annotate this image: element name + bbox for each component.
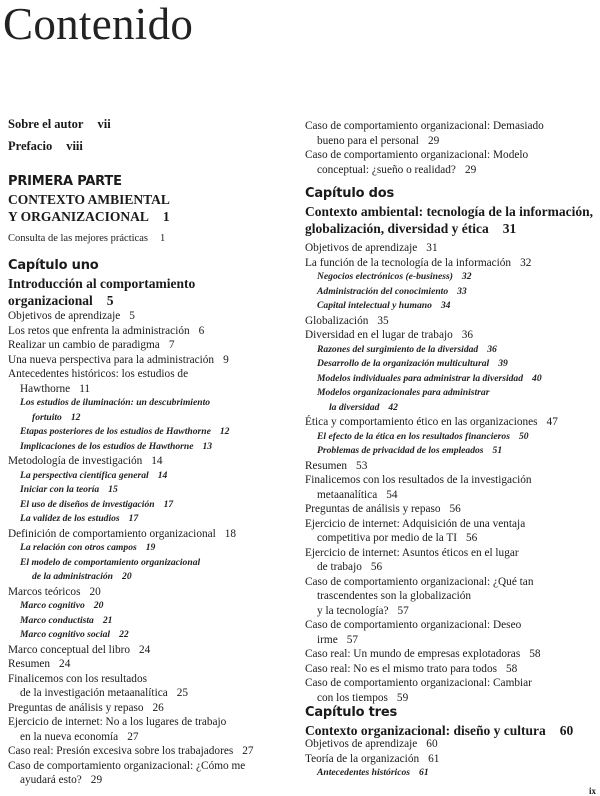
toc-entry[interactable] xyxy=(305,241,597,256)
page-number: 12 xyxy=(219,426,230,437)
page-number: 20 xyxy=(89,585,101,598)
entry-text: La relación con otros campos xyxy=(20,542,137,553)
page-number: 54 xyxy=(386,488,398,501)
entry-text: Marcos teóricos xyxy=(8,585,81,598)
page-number: vii xyxy=(97,117,111,131)
entry-text: El modelo de comportamiento organizacional de la administración xyxy=(20,556,201,582)
toc-entry[interactable] xyxy=(8,701,298,716)
entry-text: Administración del conocimiento xyxy=(317,285,449,297)
page-number: 51 xyxy=(492,445,503,456)
page-number: 34 xyxy=(440,300,451,311)
toc-entry[interactable] xyxy=(305,256,597,271)
page-number: 32 xyxy=(461,271,472,282)
toc-entry[interactable] xyxy=(8,324,298,339)
toc-entry[interactable] xyxy=(305,502,597,517)
entry-text: Preguntas de análisis y repaso xyxy=(305,503,441,515)
toc-subentry[interactable] xyxy=(8,469,298,484)
toc-entry[interactable] xyxy=(305,415,597,430)
page-number: 47 xyxy=(546,416,558,428)
entry-text: Marco cognitivo social xyxy=(20,629,111,640)
page-number: 12 xyxy=(70,411,81,423)
entry-text: Ejercicio de internet: No a los lugares de trabajo en la nueva economía xyxy=(8,716,227,743)
entry-text: Iniciar con la teoría xyxy=(20,484,100,495)
entry-text: Caso de comportamiento organizacional: Modelo conceptual: ¿sueño o realidad? xyxy=(305,149,529,176)
page-number: 58 xyxy=(506,662,518,675)
page-number: 31 xyxy=(502,221,517,236)
entry-text: Prefacio xyxy=(8,139,53,153)
toc-entry[interactable] xyxy=(8,672,298,701)
chapter-1-entries xyxy=(8,309,298,788)
toc-entry[interactable] xyxy=(8,353,298,368)
page-number: 22 xyxy=(119,629,129,640)
entry-text: Caso de comportamiento organizacional: ¿Qué tan trascendentes son la globalización y la tecnología? xyxy=(305,575,534,617)
entry-text: Caso real: No es el mismo trato para todos xyxy=(305,662,498,675)
page-number: 20 xyxy=(93,600,104,611)
page-number: 35 xyxy=(377,314,389,327)
page-number: 56 xyxy=(449,503,461,515)
entry-text: Modelos organizacionales para administrar la diversidad xyxy=(317,387,490,413)
page-number: 14 xyxy=(151,455,163,467)
entry-text: Los retos que enfrenta la administración xyxy=(8,324,190,337)
toc-entry[interactable] xyxy=(305,314,597,329)
entry-text: El uso de diseños de investigación xyxy=(20,498,155,510)
page-number: 31 xyxy=(426,242,438,254)
page-number: 24 xyxy=(139,643,151,656)
toc-entry[interactable] xyxy=(305,148,597,177)
page-number: 40 xyxy=(532,372,542,384)
toc-entry[interactable] xyxy=(305,517,597,546)
entry-text: Globalización xyxy=(305,314,369,327)
page-number: 57 xyxy=(346,633,358,646)
page-number: 26 xyxy=(152,701,164,714)
page-number: 5 xyxy=(106,293,114,308)
page-number: viii xyxy=(66,139,83,153)
page-number: 58 xyxy=(529,648,541,660)
chapter-3-entries xyxy=(305,737,597,781)
page-number: 1 xyxy=(159,233,166,244)
toc-entry[interactable] xyxy=(8,338,298,353)
toc-subentry[interactable] xyxy=(8,614,298,629)
page-number: 9 xyxy=(223,353,229,366)
toc-entry[interactable] xyxy=(8,309,298,324)
entry-text: La función de la tecnología de la información xyxy=(305,256,512,269)
entry-text: Razones del surgimiento de la diversidad xyxy=(317,343,479,355)
page-number: 6 xyxy=(198,324,205,337)
part-title[interactable] xyxy=(8,191,170,225)
toc-entry-best-practices[interactable] xyxy=(8,233,165,244)
part-title-text: CONTEXTO AMBIENTAL Y ORGANIZACIONAL xyxy=(8,192,170,224)
page-number: 50 xyxy=(518,430,529,442)
chapter-2-title[interactable] xyxy=(305,203,593,237)
toc-subentry[interactable] xyxy=(305,299,597,314)
entry-text: Metodología de investigación xyxy=(8,455,143,467)
entry-text: Negocios electrónicos (e-business) xyxy=(317,271,453,282)
entry-text: Caso real: Un mundo de empresas explotadoras xyxy=(305,648,521,660)
toc-subentry[interactable] xyxy=(8,440,298,455)
page-number: 17 xyxy=(163,498,174,510)
toc-entry[interactable] xyxy=(305,618,597,647)
entry-text: Una nueva perspectiva para la administración xyxy=(8,353,215,366)
toc-entry[interactable] xyxy=(305,575,597,619)
page-number: 19 xyxy=(145,542,156,553)
toc-entry[interactable] xyxy=(8,454,298,469)
page-number: 24 xyxy=(59,658,71,670)
page-number: 1 xyxy=(162,209,170,224)
toc-subentry[interactable] xyxy=(305,386,597,415)
page-number: 27 xyxy=(242,745,254,757)
entry-text: Caso de comportamiento organizacional: ¿Cómo me ayudará esto? xyxy=(8,759,246,786)
page-number: 61 xyxy=(428,752,440,765)
chapter-2-entries xyxy=(305,241,597,705)
page-number: 59 xyxy=(396,691,409,704)
folio-page-number: ix xyxy=(588,786,596,796)
entry-text: La perspectiva científica general xyxy=(20,469,149,481)
toc-subentry[interactable] xyxy=(305,285,597,300)
entry-text: Marco conceptual del libro xyxy=(8,643,131,656)
entry-text: Caso de comportamiento organizacional: Cambiar con los tiempos xyxy=(305,677,532,704)
page-number: 15 xyxy=(108,484,118,495)
entry-text: Finalicemos con los resultados de la investigación metaanalítica xyxy=(8,672,168,699)
page-number: 42 xyxy=(388,401,398,413)
page-number: 7 xyxy=(168,339,175,351)
entry-text: Desarrollo de la organización multicultural xyxy=(317,358,490,369)
toc-entry[interactable] xyxy=(305,546,597,575)
toc-subentry[interactable] xyxy=(8,628,298,643)
toc-entry[interactable] xyxy=(8,585,298,600)
page-number: 61 xyxy=(419,767,429,778)
toc-subentry[interactable] xyxy=(305,372,597,387)
entry-text: Realizar un cambio de paradigma xyxy=(8,339,160,351)
page-number: 60 xyxy=(426,738,438,750)
toc-subentry[interactable] xyxy=(305,357,597,372)
page-number: 33 xyxy=(457,285,467,297)
toc-entry-preface[interactable] xyxy=(8,139,83,154)
toc-entry[interactable] xyxy=(8,657,298,672)
entry-text: Objetivos de aprendizaje xyxy=(305,738,418,750)
page-number: 53 xyxy=(356,459,368,472)
toc-subentry[interactable] xyxy=(8,396,298,425)
page-number: 29 xyxy=(427,134,440,147)
page-number: 25 xyxy=(176,687,189,699)
toc-subentry[interactable] xyxy=(305,430,597,445)
toc-entry[interactable] xyxy=(305,662,597,677)
entry-text: Antecedentes históricos xyxy=(317,767,411,778)
entry-text: Marco conductista xyxy=(20,614,94,626)
chapter-2-label: Capítulo dos xyxy=(305,186,395,201)
page-number: 29 xyxy=(90,774,103,786)
page-number: 21 xyxy=(102,614,113,626)
toc-subentry[interactable] xyxy=(305,270,597,285)
entry-text: Finalicemos con los resultados de la investigación metaanalítica xyxy=(305,474,532,501)
page-number: 36 xyxy=(487,343,497,355)
page-number: 18 xyxy=(224,527,237,540)
toc-entry[interactable] xyxy=(305,328,597,343)
entry-text: Diversidad en el lugar de trabajo xyxy=(305,329,453,341)
toc-entry[interactable] xyxy=(8,367,298,396)
page-number: 32 xyxy=(520,256,532,269)
page-number: 60 xyxy=(559,723,574,738)
toc-entry[interactable] xyxy=(8,527,298,542)
page-number: 39 xyxy=(498,358,508,369)
toc-subentry[interactable] xyxy=(305,766,597,781)
chapter-1-label: Capítulo uno xyxy=(8,258,99,273)
chapter-title-text: Introducción al comportamiento organizacional xyxy=(8,276,196,308)
entry-text: Capital intelectual y humano xyxy=(317,300,432,311)
page-number: 14 xyxy=(157,469,168,481)
entry-text: Los estudios de iluminación: un descubrimiento fortuito xyxy=(20,397,211,423)
page-title: Contenido xyxy=(3,0,194,49)
entry-text: El efecto de la ética en los resultados financieros xyxy=(317,430,510,442)
page-number: 27 xyxy=(127,730,139,743)
page-number: 57 xyxy=(397,604,409,617)
page-number: 29 xyxy=(464,163,477,176)
toc-subentry[interactable] xyxy=(8,512,298,527)
toc-entry[interactable] xyxy=(305,119,597,148)
entry-text: Resumen xyxy=(8,658,51,670)
toc-subentry[interactable] xyxy=(8,599,298,614)
toc-entry[interactable] xyxy=(305,752,597,767)
toc-entry[interactable] xyxy=(305,647,597,662)
entry-text: Ejercicio de internet: Adquisición de una ventaja competitiva por medio de la TI xyxy=(305,517,526,544)
toc-subentry[interactable] xyxy=(8,483,298,498)
entry-text: Caso de comportamiento organizacional: Deseo irme xyxy=(305,619,522,646)
entry-text: Definición de comportamiento organizacional xyxy=(8,527,216,540)
toc-subentry[interactable] xyxy=(8,425,298,440)
entry-text: Etapas posteriores de los estudios de Hawthorne xyxy=(20,426,211,437)
toc-entry[interactable] xyxy=(8,744,298,759)
entry-text: Ejercicio de internet: Asuntos éticos en el lugar de trabajo xyxy=(305,546,519,573)
toc-entry[interactable] xyxy=(305,676,597,705)
entry-text: Preguntas de análisis y repaso xyxy=(8,701,144,714)
chapter-title-text: Contexto ambiental: tecnología de la información, globalización, diversidad y ética xyxy=(305,204,593,236)
entry-text: Implicaciones de los estudios de Hawthorne xyxy=(20,440,194,452)
toc-entry[interactable] xyxy=(305,737,597,752)
entry-text: Consulta de las mejores prácticas xyxy=(8,233,148,244)
entry-text: Teoría de la organización xyxy=(305,752,420,765)
toc-entry[interactable] xyxy=(8,715,298,744)
entry-text: Caso de comportamiento organizacional: Demasiado bueno para el personal xyxy=(305,120,544,147)
toc-entry[interactable] xyxy=(305,473,597,502)
chapter-1-title[interactable] xyxy=(8,275,195,309)
toc-subentry[interactable] xyxy=(8,556,298,585)
entry-text: Objetivos de aprendizaje xyxy=(8,310,121,322)
page-number: 56 xyxy=(370,561,383,573)
toc-entry-about-author[interactable] xyxy=(8,117,111,132)
page-number: 5 xyxy=(129,310,135,322)
toc-subentry[interactable] xyxy=(305,343,597,358)
chapter-1-entries-continued xyxy=(305,119,597,177)
chapter-3-label: Capítulo tres xyxy=(305,705,398,720)
toc-entry[interactable] xyxy=(8,643,298,658)
page-number: 17 xyxy=(128,513,139,524)
entry-text: La validez de los estudios xyxy=(20,513,120,524)
entry-text: Modelos individuales para administrar la diversidad xyxy=(317,372,524,384)
entry-text: Antecedentes históricos: los estudios de Hawthorne xyxy=(8,368,189,395)
toc-subentry[interactable] xyxy=(8,498,298,513)
page-number: 36 xyxy=(461,329,474,341)
page-number: 56 xyxy=(466,532,478,544)
chapter-title-text: Contexto organizacional: diseño y cultura xyxy=(305,723,546,738)
page-number: 11 xyxy=(79,382,91,395)
toc-entry[interactable] xyxy=(305,459,597,474)
toc-subentry[interactable] xyxy=(8,541,298,556)
entry-text: Marco cognitivo xyxy=(20,600,85,611)
entry-text: Caso real: Presión excesiva sobre los trabajadores xyxy=(8,745,234,757)
toc-subentry[interactable] xyxy=(305,444,597,459)
entry-text: Resumen xyxy=(305,459,348,472)
page-number: 13 xyxy=(202,440,213,452)
toc-entry[interactable] xyxy=(8,759,298,788)
entry-text: Sobre el autor xyxy=(8,117,84,131)
entry-text: Objetivos de aprendizaje xyxy=(305,242,418,254)
part-label: PRIMERA PARTE xyxy=(8,174,122,189)
page-number: 20 xyxy=(122,571,132,582)
entry-text: Ética y comportamiento ético en las organizaciones xyxy=(305,416,538,428)
entry-text: Problemas de privacidad de los empleados xyxy=(317,445,484,456)
